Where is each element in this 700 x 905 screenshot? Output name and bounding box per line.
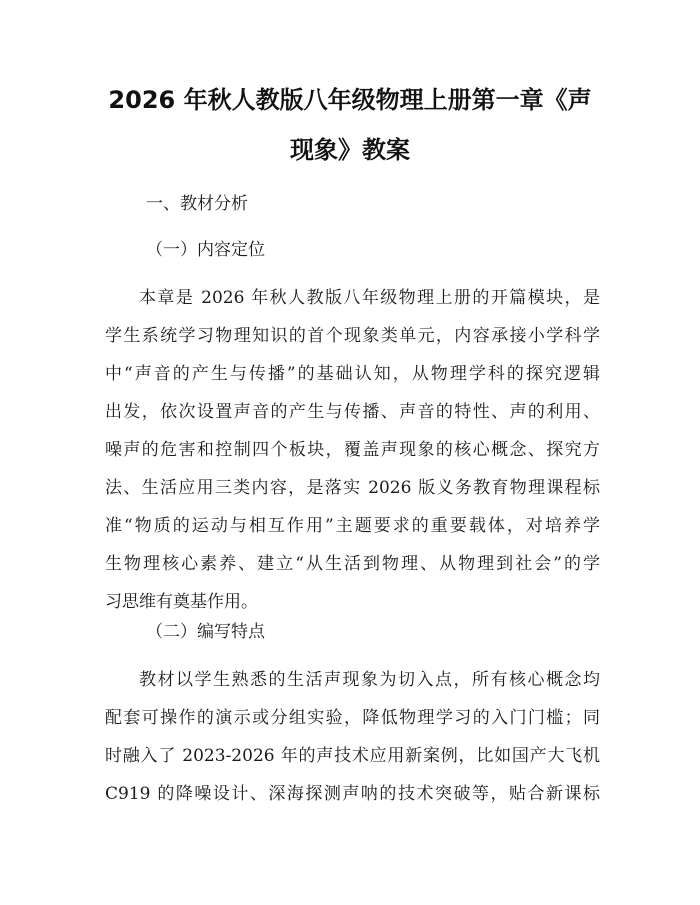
paragraph-line: 本章是 2026 年秋人教版八年级物理上册的开篇模块，是 <box>139 288 600 308</box>
section-heading-textbook-analysis: 一、教材分析 <box>146 194 248 214</box>
paragraph-writing-features <box>105 661 600 813</box>
paragraph-line: 时融入了 2023-2026 年的声技术应用新案例，比如国产大飞机 <box>105 746 600 766</box>
paragraph-line: 中“声音的产生与传播”的基础认知，从物理学科的探究逻辑 <box>105 364 600 384</box>
subsection-heading-writing-features: （二）编写特点 <box>146 622 265 642</box>
paragraph-line: 配套可操作的演示或分组实验，降低物理学习的入门门槛；同 <box>105 708 600 728</box>
paragraph-line: 习思维有奠基作用。 <box>105 592 258 612</box>
paragraph-line: 出发，依次设置声音的产生与传播、声音的特性、声的利用、 <box>105 402 600 422</box>
paragraph-line: 法、生活应用三类内容，是落实 2026 版义务教育物理课程标 <box>105 478 600 498</box>
paragraph-content-positioning <box>105 279 600 621</box>
paragraph-line: C919 的降噪设计、深海探测声呐的技术突破等，贴合新课标 <box>105 784 600 804</box>
paragraph-line: 噪声的危害和控制四个板块，覆盖声现象的核心概念、探究方 <box>105 440 600 460</box>
subsection-heading-content-positioning: （一）内容定位 <box>146 240 265 260</box>
paragraph-line: 准“物质的运动与相互作用”主题要求的重要载体，对培养学 <box>105 516 600 536</box>
paragraph-line: 生物理核心素养、建立“从生活到物理、从物理到社会”的学 <box>105 554 600 574</box>
paragraph-line: 教材以学生熟悉的生活声现象为切入点，所有核心概念均 <box>139 670 600 690</box>
document-title-line-1: 2026 年秋人教版八年级物理上册第一章《声 <box>108 86 592 114</box>
paragraph-line: 学生系统学习物理知识的首个现象类单元，内容承接小学科学 <box>105 326 600 346</box>
document-title-line-2: 现象》教案 <box>290 136 410 164</box>
